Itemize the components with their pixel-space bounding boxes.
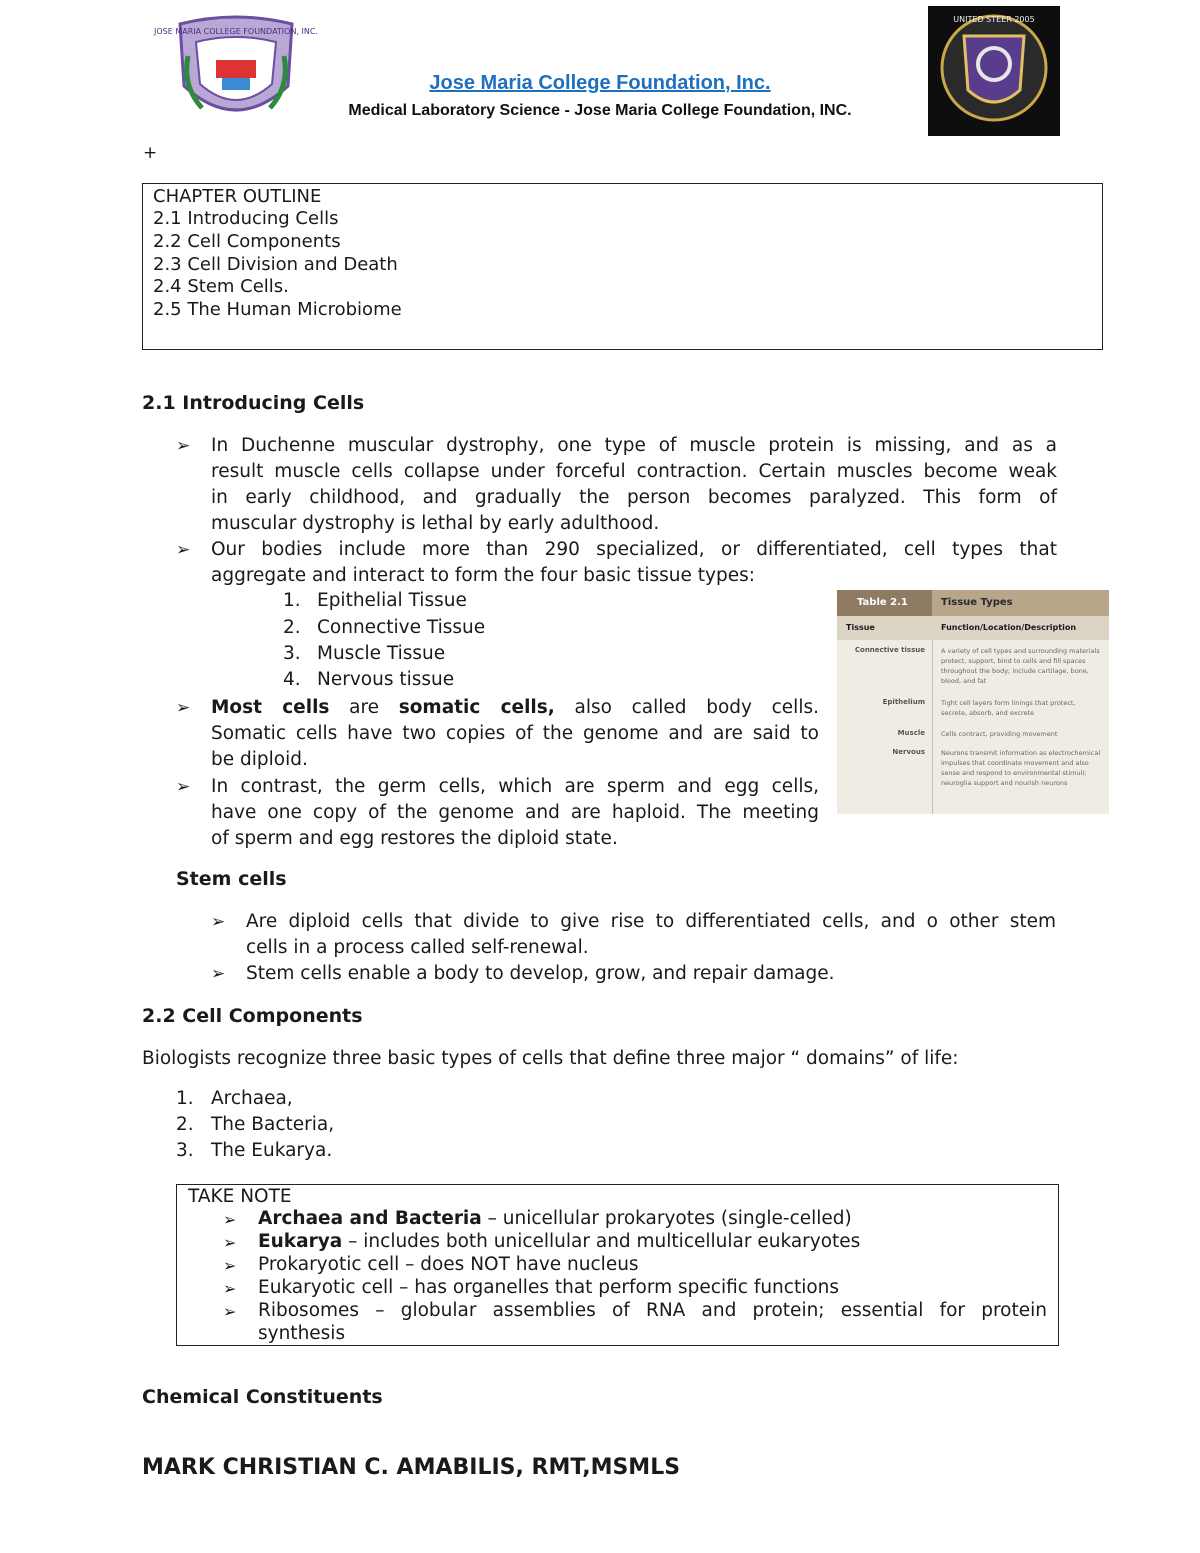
- tissue-types-table: [837, 590, 1109, 814]
- svg-text:UNITED STEER 2005: UNITED STEER 2005: [953, 15, 1035, 24]
- note-item: Eukaryotic cell – has organelles that perform specific functions: [258, 1277, 840, 1298]
- bullet-paragraph: In contrast, the germ cells, which are sperm and egg cells, have one copy of the genome and are haploid. The meeting of sperm and egg restores the diploid state.: [211, 776, 819, 849]
- arrow-bullet-icon: ➢: [176, 698, 191, 718]
- note-item: synthesis: [258, 1323, 346, 1344]
- take-note-box: [176, 1184, 1059, 1346]
- outline-item: 2.5 The Human Microbiome: [153, 299, 402, 320]
- table-cell: A variety of cell types and surrounding materials protect, support, bind to cells and fill spaces throughout the body; include cartilage, bone, blood, and fat: [941, 647, 1100, 685]
- bullet-paragraph: Most cells are somatic cells, also called body cells. Somatic cells have two copies of the genome and are said to be diploid.: [211, 697, 819, 770]
- table-cell: Cells contract, providing movement: [941, 730, 1058, 738]
- program-subtitle: Medical Laboratory Science - Jose Maria College Foundation, INC.: [348, 102, 852, 119]
- arrow-bullet-icon: ➢: [211, 964, 226, 984]
- outline-heading: CHAPTER OUTLINE: [153, 186, 322, 207]
- table-cell: Muscle: [897, 729, 925, 737]
- college-title[interactable]: Jose Maria College Foundation, Inc.: [429, 72, 771, 94]
- bullet-paragraph: Are diploid cells that divide to give rise to differentiated cells, and o other stem cells in a process called self-renewal.: [246, 911, 1056, 958]
- tissue-item: Nervous tissue: [317, 669, 455, 690]
- note-item: Archaea and Bacteria – unicellular prokaryotes (single-celled): [258, 1208, 852, 1229]
- list-number: 3.: [176, 1140, 194, 1161]
- note-item: Ribosomes – globular assemblies of RNA and protein; essential for protein: [258, 1300, 1047, 1321]
- list-number: 1.: [283, 590, 301, 611]
- svg-text:JOSE MARIA COLLEGE FOUNDATION,: JOSE MARIA COLLEGE FOUNDATION, INC.: [154, 27, 318, 36]
- take-note-heading: TAKE NOTE: [188, 1186, 292, 1207]
- tissue-item: Epithelial Tissue: [317, 590, 467, 611]
- table-cell: Epithelium: [882, 698, 925, 706]
- table-title: Tissue Types: [941, 597, 1013, 608]
- tissue-item: Connective Tissue: [317, 617, 486, 638]
- list-number: 3.: [283, 643, 301, 664]
- chapter-outline-box: [142, 183, 1103, 350]
- table-label: Table 2.1: [857, 597, 908, 608]
- domain-item: The Bacteria,: [211, 1114, 335, 1135]
- outline-item: 2.4 Stem Cells.: [153, 276, 289, 297]
- list-number: 2.: [176, 1114, 194, 1135]
- section-heading: 2.2 Cell Components: [142, 1005, 363, 1027]
- arrow-bullet-icon: ➢: [223, 1279, 237, 1298]
- arrow-bullet-icon: ➢: [176, 777, 191, 797]
- table-col-header: Function/Location/Description: [941, 623, 1077, 632]
- outline-item: 2.3 Cell Division and Death: [153, 254, 398, 275]
- outline-item: 2.1 Introducing Cells: [153, 208, 339, 229]
- arrow-bullet-icon: ➢: [176, 540, 191, 560]
- table-cell: Nervous: [892, 748, 925, 756]
- arrow-bullet-icon: ➢: [223, 1210, 237, 1229]
- note-item: Eukarya – includes both unicellular and multicellular eukaryotes: [258, 1231, 861, 1252]
- section-heading: Chemical Constituents: [142, 1386, 383, 1408]
- tissue-item: Muscle Tissue: [317, 643, 446, 664]
- table-cell: Connective tissue: [854, 646, 925, 654]
- bullet-paragraph: In Duchenne muscular dystrophy, one type of muscle protein is missing, and as a result muscle cells collapse under forceful contraction. Certain muscles become weak in early childhood, and gradually the person becomes paralyzed. This form of muscular dystrophy is lethal by early adulthood.: [211, 435, 1057, 534]
- plus-mark: +: [143, 143, 158, 163]
- arrow-bullet-icon: ➢: [176, 436, 191, 456]
- author-footer: MARK CHRISTIAN C. AMABILIS, RMT,MSMLS: [142, 1455, 681, 1480]
- list-number: 2.: [283, 617, 301, 638]
- subsection-heading: Stem cells: [176, 868, 287, 890]
- arrow-bullet-icon: ➢: [223, 1233, 237, 1252]
- arrow-bullet-icon: ➢: [211, 912, 226, 932]
- domain-item: Archaea,: [211, 1088, 293, 1109]
- table-col-header: Tissue: [846, 623, 875, 632]
- list-number: 1.: [176, 1088, 194, 1109]
- arrow-bullet-icon: ➢: [223, 1256, 237, 1275]
- section-heading: 2.1 Introducing Cells: [142, 392, 365, 414]
- table-cell: Tight cell layers form linings that protect, secrete, absorb, and excrete: [941, 699, 1076, 717]
- bullet-paragraph: Stem cells enable a body to develop, grow, and repair damage.: [246, 963, 835, 984]
- bullet-paragraph: Our bodies include more than 290 specialized, or differentiated, cell types that aggregate and interact to form the four basic tissue types:: [211, 539, 1057, 586]
- list-number: 4.: [283, 669, 301, 690]
- intro-paragraph: Biologists recognize three basic types of cells that define three major “ domains” of life:: [142, 1048, 959, 1069]
- note-item: Prokaryotic cell – does NOT have nucleus: [258, 1254, 639, 1275]
- domain-item: The Eukarya.: [211, 1140, 333, 1161]
- outline-item: 2.2 Cell Components: [153, 231, 341, 252]
- arrow-bullet-icon: ➢: [223, 1302, 237, 1321]
- table-cell: Neurons transmit information as electrochemical impulses that coordinate movement and also sense and respond to environmental stimuli; neuroglia support and nourish neurons: [941, 749, 1101, 787]
